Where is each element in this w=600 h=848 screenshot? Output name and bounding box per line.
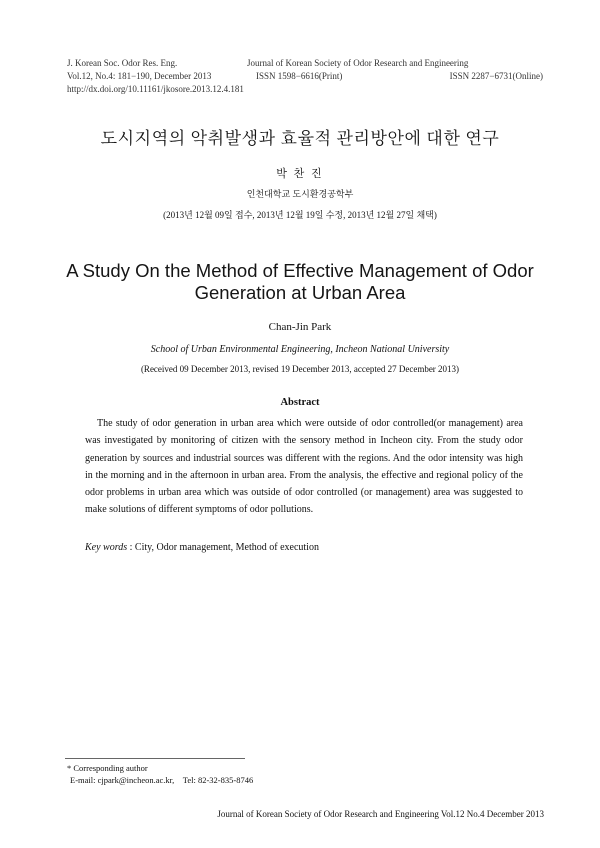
keywords [85, 542, 319, 553]
footnote-divider [65, 758, 245, 759]
author-email: E-mail: cjpark@incheon.ac.kr, [70, 775, 175, 785]
keywords-separator: : [127, 542, 135, 553]
author-phone: Tel: 82-32-835-8746 [182, 775, 254, 785]
footnote [67, 762, 253, 786]
korean-affiliation: 인천대학교 도시환경공학부 [246, 189, 354, 199]
abstract-body [85, 415, 523, 519]
issn-online: ISSN 2287−6731(Online) [449, 71, 543, 81]
korean-dates: (2013년 12월 09일 접수, 2013년 12월 19일 수정, 2013년 12월 27일 채택) [163, 210, 437, 220]
volume-pages: Vol.12, No.4: 181−190, December 2013 [67, 71, 212, 81]
doi-link[interactable]: http://dx.doi.org/10.11161/jkosore.2013.12.4.181 [67, 84, 244, 94]
corresponding-author-note: * Corresponding author [67, 763, 148, 773]
keywords-label: Key words [85, 542, 128, 553]
korean-author: 박 찬 진 [276, 168, 324, 180]
abstract-text: The study of odor generation in urban area which were outside of odor controlled(or management) area was investigated by monitoring of citizen with the sensory method in Incheon city. From the study odor generation by sources and industrial sources was different with the regions. And the odor intensity was high in the morning and in the afternoon in urban area. From the analysis, the effective and regional policy of the odor problems in urban area which was outside of odor controlled (or management) area was suggested to make solutions of different symptoms of odor pollutions. [85, 418, 523, 516]
english-dates: (Received 09 December 2013, revised 19 December 2013, accepted 27 December 2013) [140, 364, 460, 374]
english-title: A Study On the Method of Effective Management of Odor Generation at Urban Area [66, 260, 534, 303]
journal-full-name: Journal of Korean Society of Odor Research and Engineering [247, 58, 469, 68]
english-author: Chan-Jin Park [268, 321, 332, 333]
contact-line [67, 774, 253, 786]
journal-abbreviation: J. Korean Soc. Odor Res. Eng. [67, 58, 178, 68]
abstract-heading: Abstract [280, 397, 320, 408]
issn-print: ISSN 1598−6616(Print) [256, 71, 343, 81]
korean-title: 도시지역의 악취발생과 효율적 관리방안에 대한 연구 [100, 129, 500, 148]
english-affiliation: School of Urban Environmental Engineering, Incheon National University [150, 344, 450, 355]
keywords-values: City, Odor management, Method of execution [134, 542, 319, 553]
journal-footer: Journal of Korean Society of Odor Research and Engineering Vol.12 No.4 December 2013 [217, 809, 544, 819]
